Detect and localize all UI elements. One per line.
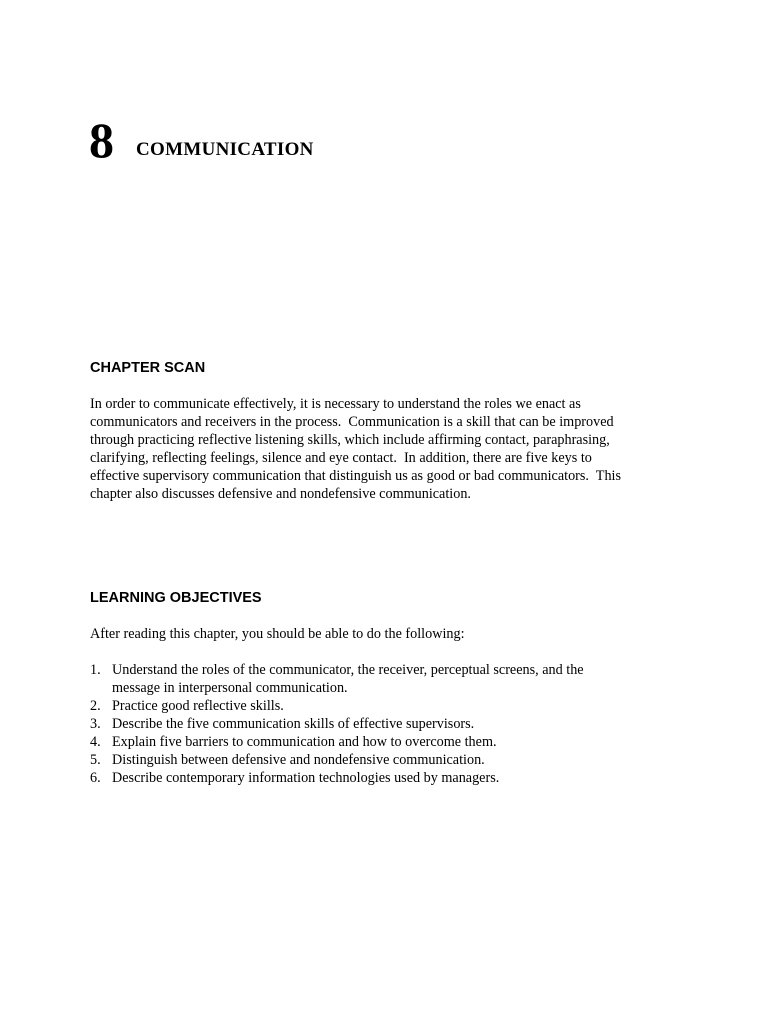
chapter-scan-line: through practicing reflective listening skills, which include affirming contact, paraphrasing,: [90, 432, 610, 448]
chapter-scan-line: In order to communicate effectively, it is necessary to understand the roles we enact as: [90, 396, 581, 412]
objective-number: 3.: [90, 716, 101, 732]
objective-item: [90, 769, 670, 787]
chapter-scan-line: chapter also discusses defensive and nondefensive communication.: [90, 486, 471, 502]
chapter-title: COMMUNICATION: [136, 139, 314, 160]
objective-number: 1.: [90, 662, 101, 678]
objective-text: Understand the roles of the communicator, the receiver, perceptual screens, and the: [112, 662, 584, 678]
chapter-scan-line: effective supervisory communication that distinguish us as good or bad communicators. This: [90, 468, 622, 484]
objective-text: Describe the five communication skills of effective supervisors.: [112, 716, 475, 732]
objective-text: message in interpersonal communication.: [112, 680, 348, 696]
objective-text: Practice good reflective skills.: [112, 698, 284, 714]
chapter-number: 8: [89, 112, 114, 168]
learning-objectives-intro: After reading this chapter, you should be able to do the following:: [90, 626, 465, 642]
learning-objectives-heading: LEARNING OBJECTIVES: [90, 590, 262, 606]
chapter-scan-heading: CHAPTER SCAN: [90, 360, 206, 376]
objective-number: 5.: [90, 752, 101, 768]
objective-number: 4.: [90, 734, 101, 750]
learning-objectives-list: [90, 661, 670, 787]
objective-item: [90, 751, 670, 769]
chapter-scan-line: clarifying, reflecting feelings, silence and eye contact. In addition, there are five keys to: [90, 450, 592, 466]
objective-item: [90, 697, 670, 715]
objective-text: Explain five barriers to communication and how to overcome them.: [112, 734, 497, 750]
objective-item: [90, 733, 670, 751]
objective-item: [90, 661, 670, 697]
objective-item: [90, 715, 670, 733]
objective-number: 2.: [90, 698, 101, 714]
chapter-scan-line: communicators and receivers in the process. Communication is a skill that can be improved: [90, 414, 614, 430]
objective-text: Distinguish between defensive and nondefensive communication.: [112, 752, 485, 768]
objective-text: Describe contemporary information technologies used by managers.: [112, 770, 500, 786]
chapter-scan-paragraph: [90, 395, 670, 503]
objective-number: 6.: [90, 770, 101, 786]
